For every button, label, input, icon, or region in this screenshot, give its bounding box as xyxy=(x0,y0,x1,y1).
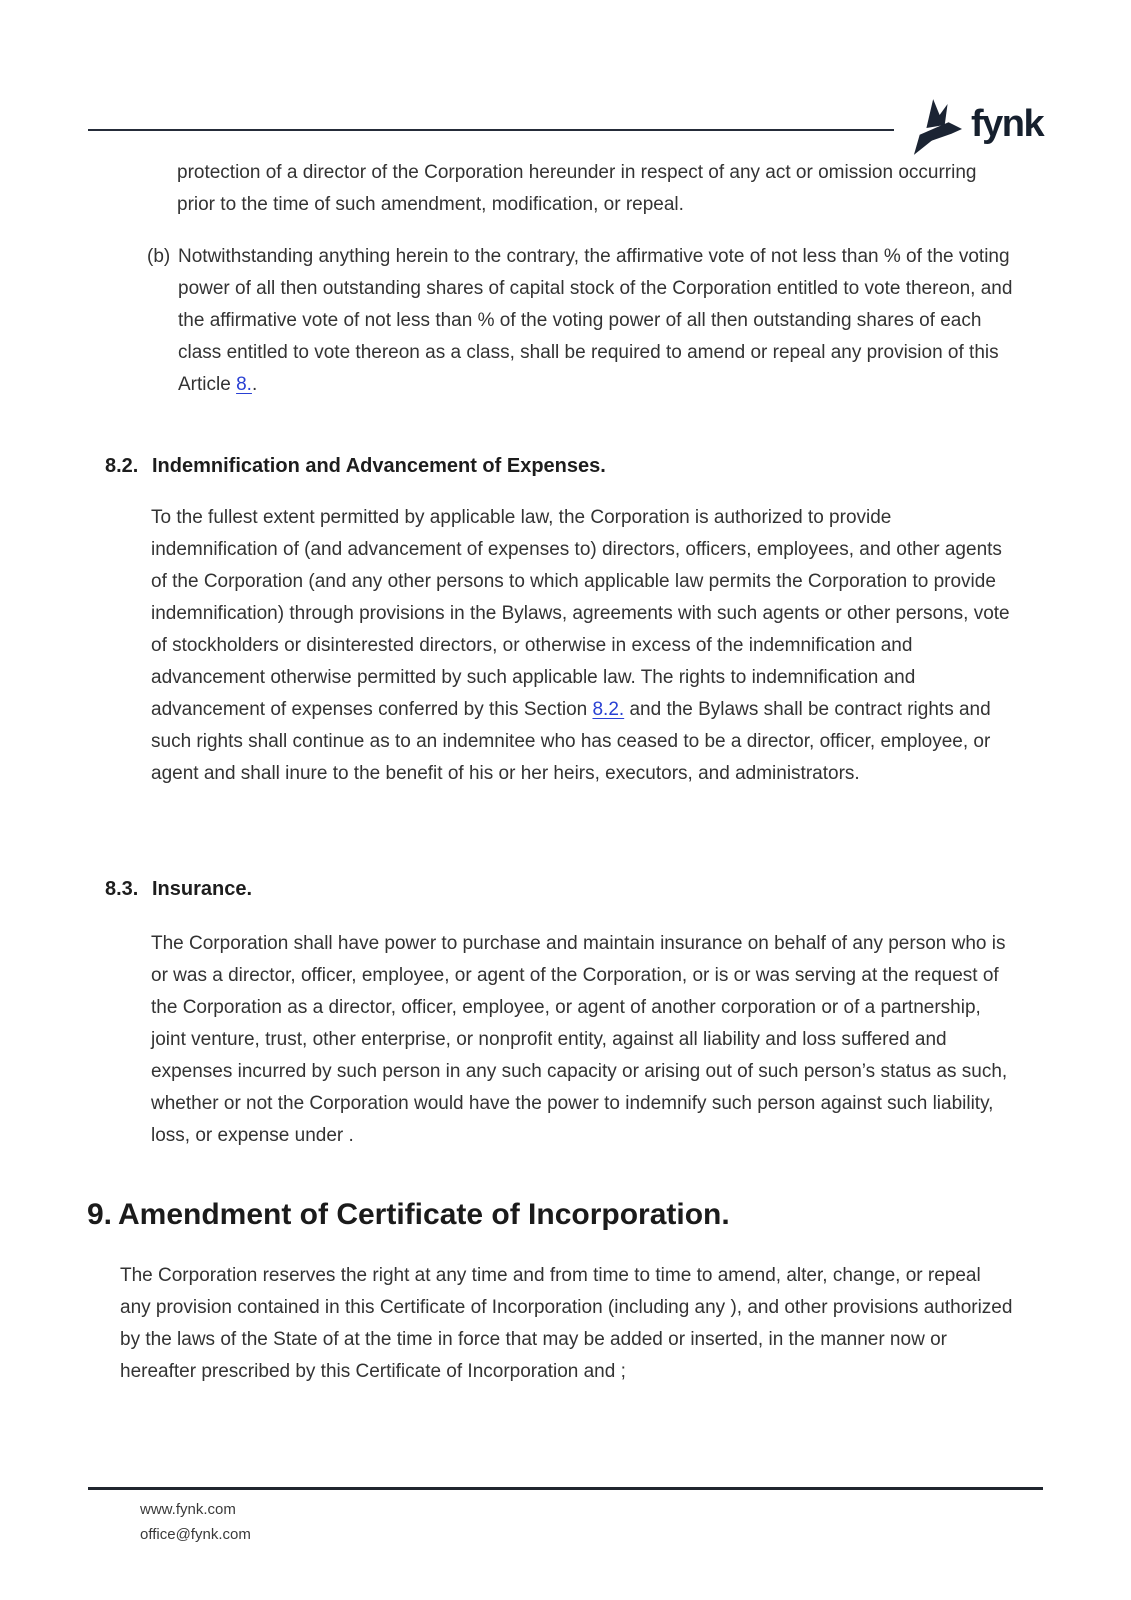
section-8-3-number: 8.3. xyxy=(105,878,139,900)
list-item-b-before-link: Notwithstanding anything herein to the contrary, the affirmative vote of not less than % of the voting power of all then outstanding shares of capital stock of the Corporation entitled to vote thereon, and the affirmative vote of not less than % of the voting power of all then outstanding shares of each class entitled to vote thereon as a class, shall be required to amend or repeal any provision of this Article xyxy=(178,246,1013,395)
footer-email: office@fynk.com xyxy=(140,1526,251,1543)
section-8-2-heading xyxy=(105,452,606,480)
section-8-2-title: Indemnification and Advancement of Expenses. xyxy=(152,455,606,477)
section-9-title: Amendment of Certificate of Incorporation. xyxy=(118,1198,730,1231)
brand-wordmark: fynk xyxy=(971,103,1044,145)
section-8-2-before-link: To the fullest extent permitted by applicable law, the Corporation is authorized to provide indemnification of (and advancement of expenses to) directors, officers, employees, and other agents of the Corporation (and any other persons to which applicable law permits the Corporation to provide indemnification) through provisions in the Bylaws, agreements with such agents or other persons, vote of stockholders or disinterested directors, or otherwise in excess of the indemnification and advancement otherwise permitted by such applicable law. The rights to indemnification and advancement of expenses conferred by this Section xyxy=(151,507,1010,720)
section-8-3-heading xyxy=(105,875,252,903)
section-8-2-link[interactable]: 8.2. xyxy=(592,699,625,720)
origami-bird-icon xyxy=(912,98,962,158)
section-9-paragraph: The Corporation reserves the right at any time and from time to time to amend, alter, change, or repeal any provision contained in this Certificate of Incorporation (including any ), and other provisions authorized by the laws of the State of at the time in force that may be added or inserted, in the manner now or hereafter prescribed by this Certificate of Incorporation and ; xyxy=(120,1265,1013,1382)
list-item-b-marker: (b) xyxy=(147,246,171,267)
section-8-2-after-link: and the Bylaws shall be contract rights and such rights shall continue as to an indemnitee who has ceased to be a director, officer, employee, or agent and shall inure to the benefit of his or her heirs, executors, and administrators. xyxy=(151,699,991,784)
footer xyxy=(140,1497,251,1547)
section-9-heading xyxy=(87,1194,730,1236)
footer-website: www.fynk.com xyxy=(140,1501,236,1518)
paragraph-continued-from-previous: protection of a director of the Corporation hereunder in respect of any act or omission occurring prior to the time of such amendment, modification, or repeal. xyxy=(177,162,977,215)
header-divider-line xyxy=(88,129,894,131)
fynk-logo xyxy=(912,98,1043,158)
list-item-b-text xyxy=(178,241,1019,401)
section-8-3-paragraph: The Corporation shall have power to purchase and maintain insurance on behalf of any person who is or was a director, officer, employee, or agent of the Corporation, or is or was serving at the request of the Corporation as a director, officer, employee, or agent of another corporation or of a partnership, joint venture, trust, other enterprise, or nonprofit entity, against all liability and loss suffered and expenses incurred by such person in any such capacity or arising out of such person’s status as such, whether or not the Corporation would have the power to indemnify such person against such liability, loss, or expense under . xyxy=(151,933,1008,1146)
list-item-b-after-link: . xyxy=(251,374,258,395)
section-8-2-number: 8.2. xyxy=(105,455,139,477)
section-8-3-title: Insurance. xyxy=(152,878,253,900)
list-item-b xyxy=(147,241,1019,401)
section-9-number: 9. xyxy=(87,1198,113,1231)
article-8-link[interactable]: 8. xyxy=(236,374,252,395)
footer-divider-line xyxy=(88,1487,1043,1490)
section-8-2-paragraph xyxy=(151,502,1017,790)
